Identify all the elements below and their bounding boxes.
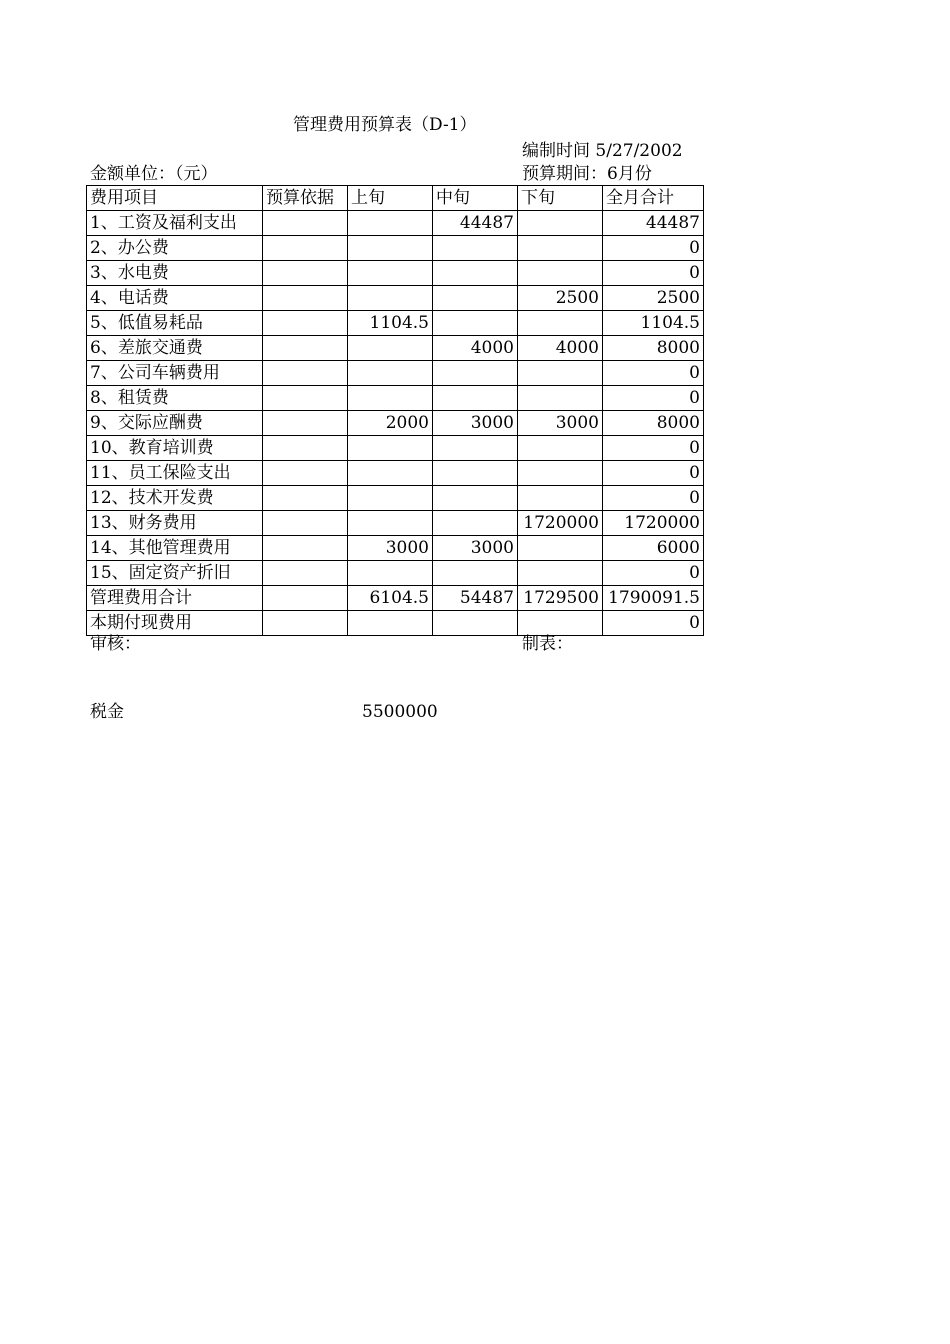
amount-unit: 金额单位：（元） <box>90 164 218 184</box>
column-header: 全月合计 <box>603 186 704 211</box>
amount-cell <box>433 611 518 636</box>
amount-cell: 2500 <box>518 286 603 311</box>
amount-cell <box>433 436 518 461</box>
expense-item-cell: 13、财务费用 <box>87 511 263 536</box>
amount-cell <box>518 561 603 586</box>
budget-table <box>86 185 704 636</box>
table-row <box>87 211 704 236</box>
amount-cell <box>348 386 433 411</box>
table-row <box>87 236 704 261</box>
amount-cell <box>518 461 603 486</box>
expense-item-cell: 11、员工保险支出 <box>87 461 263 486</box>
amount-cell <box>518 486 603 511</box>
tax-value: 5500000 <box>362 702 438 722</box>
expense-item-cell: 14、其他管理费用 <box>87 536 263 561</box>
amount-cell: 1729500 <box>518 586 603 611</box>
amount-cell: 44487 <box>603 211 704 236</box>
amount-cell: 2500 <box>603 286 704 311</box>
amount-cell <box>348 336 433 361</box>
amount-cell <box>348 211 433 236</box>
table-row <box>87 586 704 611</box>
table-row <box>87 436 704 461</box>
expense-item-cell: 8、租赁费 <box>87 386 263 411</box>
expense-item-cell: 12、技术开发费 <box>87 486 263 511</box>
amount-cell <box>263 311 348 336</box>
amount-cell <box>263 361 348 386</box>
amount-cell: 8000 <box>603 411 704 436</box>
review-label: 审核： <box>90 634 141 654</box>
expense-item-cell: 4、电话费 <box>87 286 263 311</box>
table-row <box>87 511 704 536</box>
amount-cell: 1790091.5 <box>603 586 704 611</box>
amount-cell <box>263 611 348 636</box>
amount-cell: 8000 <box>603 336 704 361</box>
maker-label: 制表： <box>522 634 573 654</box>
amount-cell <box>348 486 433 511</box>
header-row <box>87 186 704 211</box>
compile-date: 编制时间 5/27/2002 <box>522 141 683 161</box>
amount-cell: 0 <box>603 436 704 461</box>
expense-item-cell: 本期付现费用 <box>87 611 263 636</box>
amount-cell <box>348 511 433 536</box>
amount-cell: 0 <box>603 486 704 511</box>
amount-cell <box>263 436 348 461</box>
expense-item-cell: 10、教育培训费 <box>87 436 263 461</box>
column-header: 上旬 <box>348 186 433 211</box>
expense-item-cell: 2、办公费 <box>87 236 263 261</box>
amount-cell <box>433 286 518 311</box>
amount-cell <box>348 461 433 486</box>
amount-cell: 3000 <box>433 536 518 561</box>
table-row <box>87 386 704 411</box>
amount-cell: 0 <box>603 611 704 636</box>
amount-cell <box>518 611 603 636</box>
table-row <box>87 561 704 586</box>
table-row <box>87 611 704 636</box>
amount-cell <box>433 386 518 411</box>
table-body <box>87 211 704 636</box>
table-row <box>87 486 704 511</box>
table-row <box>87 536 704 561</box>
amount-cell <box>348 236 433 261</box>
column-header: 下旬 <box>518 186 603 211</box>
table-row <box>87 411 704 436</box>
amount-cell <box>263 286 348 311</box>
amount-cell <box>348 561 433 586</box>
amount-cell <box>263 511 348 536</box>
expense-item-cell: 15、固定资产折旧 <box>87 561 263 586</box>
amount-cell <box>263 336 348 361</box>
amount-cell <box>348 436 433 461</box>
column-header: 费用项目 <box>87 186 263 211</box>
amount-cell <box>263 411 348 436</box>
table-row <box>87 286 704 311</box>
expense-item-cell: 管理费用合计 <box>87 586 263 611</box>
amount-cell <box>518 361 603 386</box>
amount-cell: 3000 <box>518 411 603 436</box>
expense-item-cell: 3、水电费 <box>87 261 263 286</box>
amount-cell <box>263 586 348 611</box>
table-row <box>87 261 704 286</box>
amount-cell <box>263 236 348 261</box>
amount-cell <box>433 486 518 511</box>
amount-cell <box>433 311 518 336</box>
amount-cell: 0 <box>603 236 704 261</box>
amount-cell <box>263 261 348 286</box>
sheet-title: 管理费用预算表（D-1） <box>293 115 477 135</box>
amount-cell: 3000 <box>348 536 433 561</box>
expense-item-cell: 1、工资及福利支出 <box>87 211 263 236</box>
amount-cell: 4000 <box>433 336 518 361</box>
amount-cell <box>433 361 518 386</box>
expense-item-cell: 5、低值易耗品 <box>87 311 263 336</box>
table-row <box>87 361 704 386</box>
amount-cell <box>518 236 603 261</box>
amount-cell <box>433 236 518 261</box>
amount-cell <box>518 386 603 411</box>
column-header: 中旬 <box>433 186 518 211</box>
amount-cell: 1104.5 <box>348 311 433 336</box>
amount-cell: 44487 <box>433 211 518 236</box>
amount-cell <box>518 311 603 336</box>
amount-cell <box>433 261 518 286</box>
amount-cell: 0 <box>603 361 704 386</box>
table-row <box>87 311 704 336</box>
amount-cell: 6000 <box>603 536 704 561</box>
table-row <box>87 461 704 486</box>
amount-cell <box>263 386 348 411</box>
amount-cell: 1720000 <box>603 511 704 536</box>
amount-cell <box>348 261 433 286</box>
amount-cell <box>518 261 603 286</box>
amount-cell <box>348 361 433 386</box>
amount-cell: 1720000 <box>518 511 603 536</box>
amount-cell: 2000 <box>348 411 433 436</box>
table-header <box>87 186 704 211</box>
amount-cell: 0 <box>603 561 704 586</box>
amount-cell: 6104.5 <box>348 586 433 611</box>
amount-cell <box>263 561 348 586</box>
amount-cell <box>433 561 518 586</box>
amount-cell: 0 <box>603 386 704 411</box>
amount-cell <box>518 436 603 461</box>
amount-cell <box>433 461 518 486</box>
amount-cell <box>263 486 348 511</box>
amount-cell <box>263 461 348 486</box>
budget-period: 预算期间：6月份 <box>522 164 652 184</box>
amount-cell <box>518 211 603 236</box>
amount-cell <box>263 211 348 236</box>
expense-item-cell: 6、差旅交通费 <box>87 336 263 361</box>
column-header: 预算依据 <box>263 186 348 211</box>
amount-cell <box>518 536 603 561</box>
amount-cell <box>348 611 433 636</box>
amount-cell: 0 <box>603 461 704 486</box>
expense-item-cell: 7、公司车辆费用 <box>87 361 263 386</box>
amount-cell: 4000 <box>518 336 603 361</box>
expense-item-cell: 9、交际应酬费 <box>87 411 263 436</box>
amount-cell: 54487 <box>433 586 518 611</box>
table-row <box>87 336 704 361</box>
tax-label: 税金 <box>90 702 124 722</box>
amount-cell: 0 <box>603 261 704 286</box>
amount-cell <box>433 511 518 536</box>
amount-cell <box>348 286 433 311</box>
amount-cell: 3000 <box>433 411 518 436</box>
amount-cell <box>263 536 348 561</box>
amount-cell: 1104.5 <box>603 311 704 336</box>
